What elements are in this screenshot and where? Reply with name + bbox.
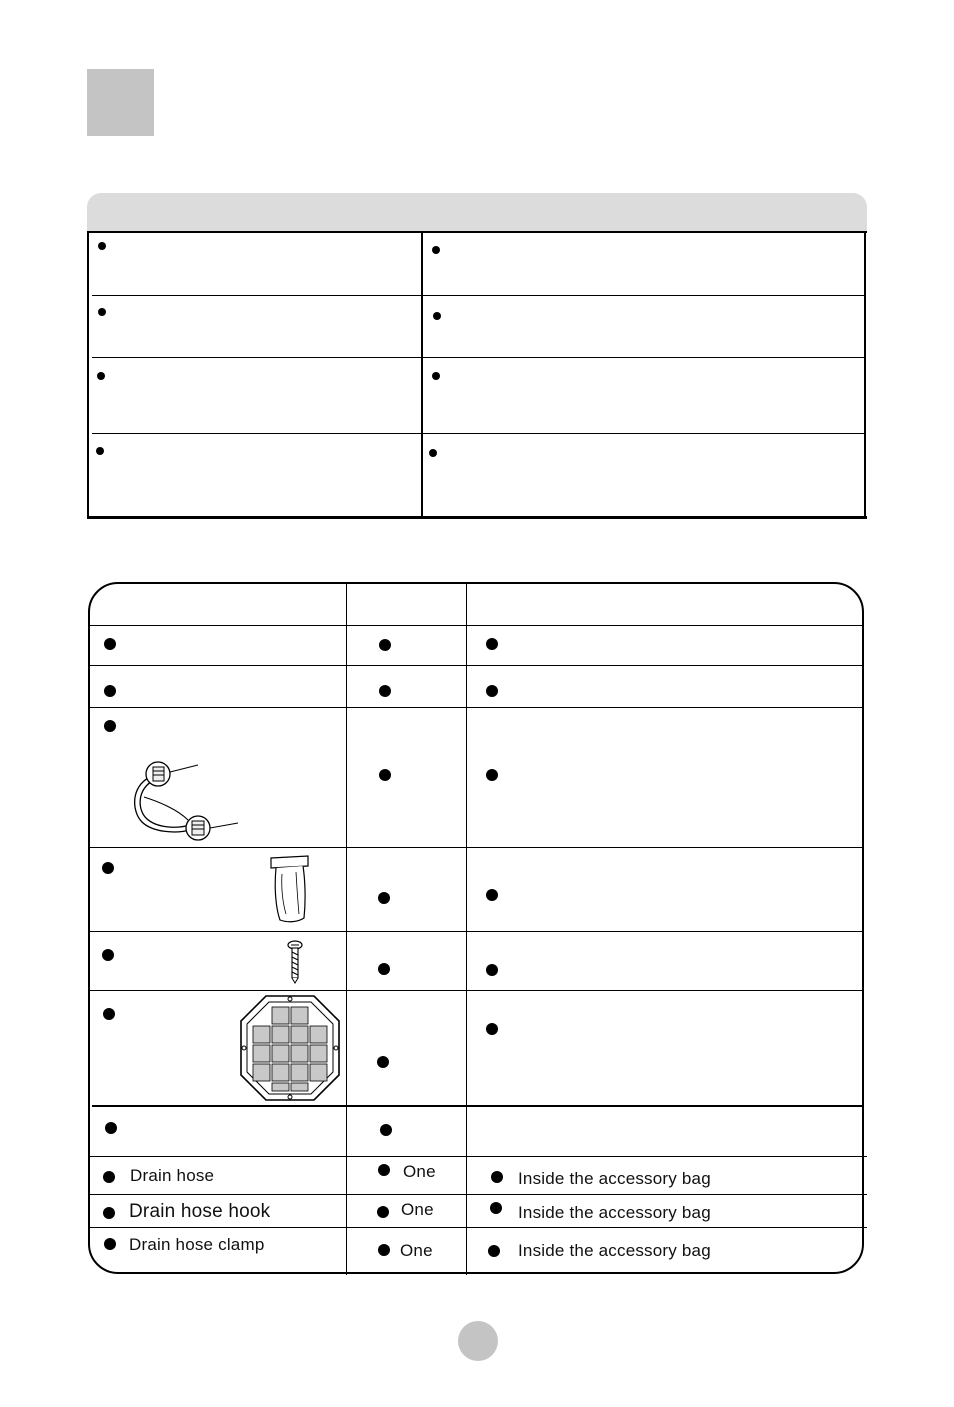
bullet	[103, 1171, 115, 1183]
accessory-location: Inside the accessory bag	[518, 1241, 711, 1260]
bullet	[490, 1202, 502, 1214]
accessory-quantity: One	[401, 1200, 434, 1219]
bullet	[432, 246, 440, 254]
bullet	[104, 685, 116, 697]
bullet	[433, 312, 441, 320]
accessory-name: Drain hose clamp	[129, 1235, 265, 1254]
accessory-location: Inside the accessory bag	[518, 1169, 711, 1188]
bullet	[102, 949, 114, 961]
bullet	[378, 1164, 390, 1176]
bullet	[432, 372, 440, 380]
bullet	[97, 372, 105, 380]
bullet	[105, 1122, 117, 1134]
page-number-circle	[458, 1321, 498, 1361]
top-table-header-bar	[87, 193, 867, 231]
bullet	[378, 1244, 390, 1256]
bullet	[102, 862, 114, 874]
inlet-hose-icon	[120, 752, 250, 847]
bullet	[96, 447, 104, 455]
bullet	[104, 720, 116, 732]
bullet	[377, 1206, 389, 1218]
bullet	[378, 892, 390, 904]
bullet	[380, 1124, 392, 1136]
bullet	[378, 963, 390, 975]
bullet	[103, 1008, 115, 1020]
accessory-name: Drain hose hook	[129, 1201, 271, 1222]
accessory-quantity: One	[400, 1241, 433, 1260]
bullet	[486, 889, 498, 901]
bullet	[486, 638, 498, 650]
accessory-name: Drain hose	[130, 1166, 215, 1185]
bullet	[104, 1238, 116, 1250]
accessory-location: Inside the accessory bag	[518, 1203, 711, 1222]
section-marker-square	[87, 69, 154, 136]
bullet	[486, 685, 498, 697]
bullet	[104, 638, 116, 650]
filter-mesh-icon	[238, 993, 342, 1103]
bullet	[98, 308, 106, 316]
accessory-quantity: One	[403, 1162, 436, 1181]
bullet	[103, 1207, 115, 1219]
bullet	[98, 242, 106, 250]
bullet	[488, 1245, 500, 1257]
bullet	[486, 964, 498, 976]
bullet	[379, 769, 391, 781]
bullet	[379, 685, 391, 697]
bullet	[377, 1056, 389, 1068]
lint-filter-bag-icon	[268, 854, 314, 924]
bullet	[486, 769, 498, 781]
bullet	[491, 1171, 503, 1183]
bullet	[429, 449, 437, 457]
screw-icon	[285, 940, 305, 984]
bullet	[379, 639, 391, 651]
bullet	[486, 1023, 498, 1035]
